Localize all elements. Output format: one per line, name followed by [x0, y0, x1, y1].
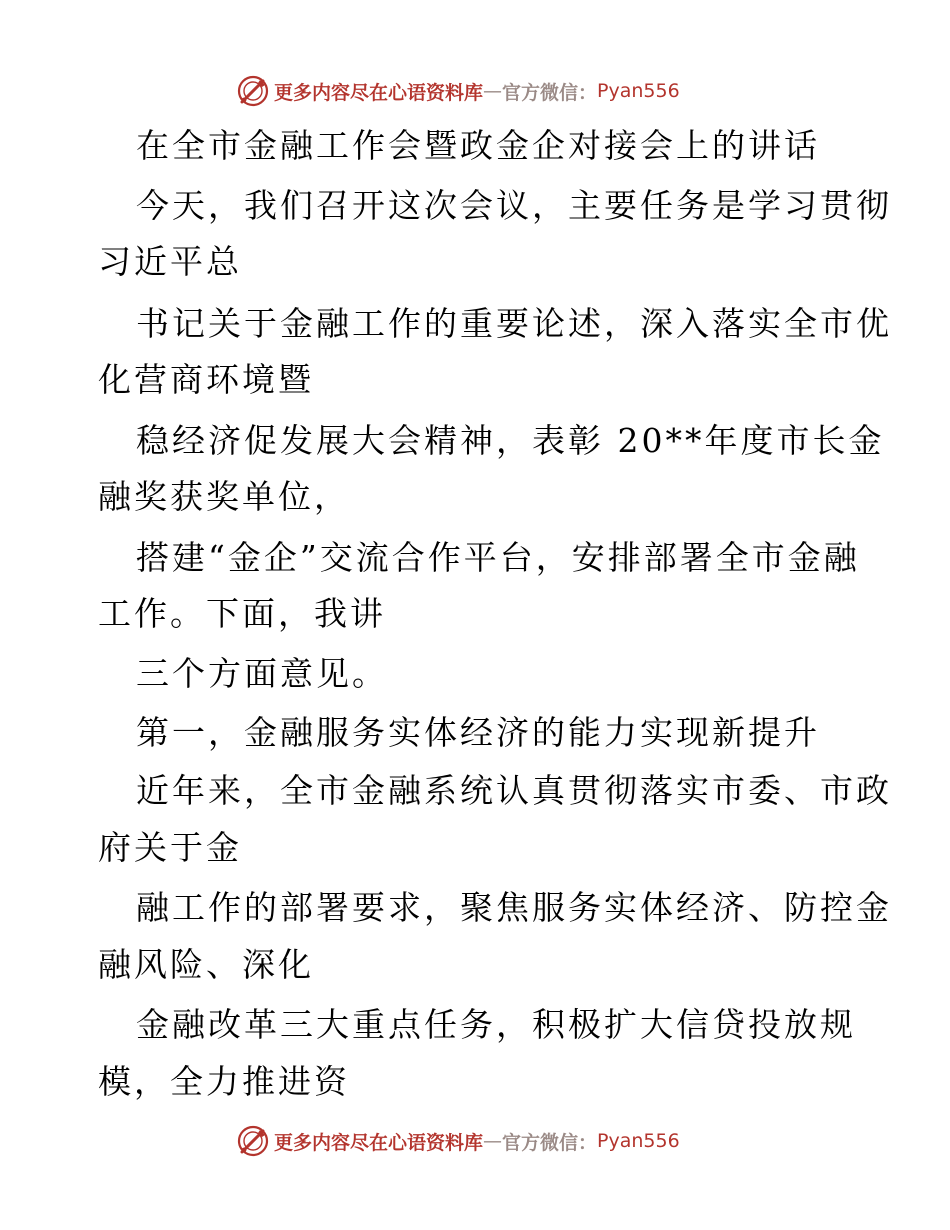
text-line: 近年来，全市金融系统认真贯彻落实市委、市政 — [136, 771, 892, 810]
watermark-dash: — — [483, 80, 503, 102]
watermark-wechat-label: 官方微信： — [502, 1131, 598, 1154]
watermark-wechat-label: 官方微信： — [502, 81, 598, 104]
text-line: 书记关于金融工作的重要论述，深入落实全市优 — [136, 304, 892, 343]
text-line: 习近平总 — [98, 242, 242, 281]
text-line: 稳经济促发展大会精神，表彰 20**年度市长金 — [136, 421, 885, 460]
text-line: 搭建“金企”交流合作平台，安排部署全市金融 — [136, 538, 860, 577]
text-line: 融工作的部署要求，聚焦服务实体经济、防控金 — [136, 888, 892, 927]
watermark-wechat-id: Pyan556 — [597, 80, 680, 102]
watermark-text: 更多内容尽在心语资料库 — [274, 1131, 484, 1154]
watermark-text: 更多内容尽在心语资料库 — [274, 81, 484, 104]
text-line: 三个方面意见。 — [136, 654, 388, 693]
text-line: 工作。下面，我讲 — [98, 594, 386, 633]
text-line: 今天，我们召开这次会议，主要任务是学习贯彻 — [136, 186, 892, 225]
text-line: 金融改革三大重点任务，积极扩大信贷投放规 — [136, 1005, 856, 1044]
section-heading: 第一，金融服务实体经济的能力实现新提升 — [136, 713, 820, 752]
watermark-dash: — — [483, 1130, 503, 1152]
text-line: 府关于金 — [98, 828, 242, 867]
watermark-wechat-id: Pyan556 — [597, 1130, 680, 1152]
speech-title: 在全市金融工作会暨政金企对接会上的讲话 — [136, 126, 820, 165]
text-line: 化营商环境暨 — [98, 360, 314, 399]
text-line: 融奖获奖单位， — [98, 477, 350, 516]
header-watermark — [236, 74, 680, 108]
text-line: 模，全力推进资 — [98, 1062, 350, 1101]
brush-logo-icon — [236, 1124, 270, 1158]
footer-watermark — [236, 1124, 680, 1158]
text-line: 融风险、深化 — [98, 945, 314, 984]
brush-logo-icon — [236, 74, 270, 108]
